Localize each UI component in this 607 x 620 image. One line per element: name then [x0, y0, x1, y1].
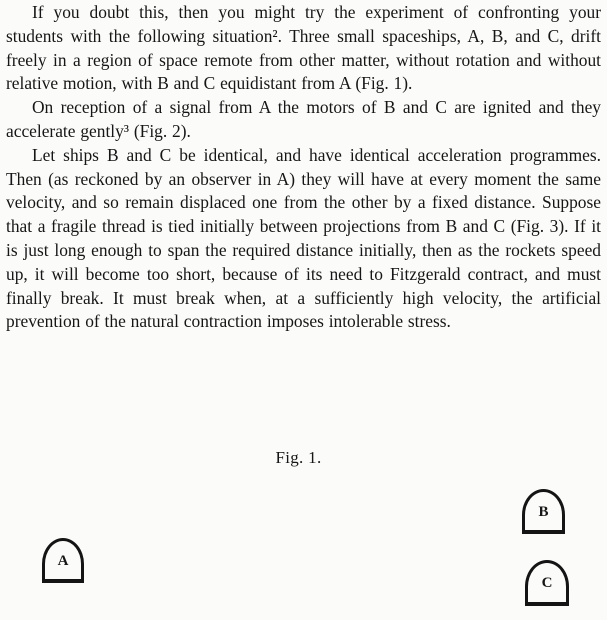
paragraph-thread-argument: Let ships B and C be identical, and have identical acceleration programmes. Then (as reckoned by an observer in A) they will have at every moment the same velocity, and so remain displaced one from the other by a fixed distance. Suppose that a fragile thread is tied initially between projections from B and C (Fig. 3). If it is just long enough to span the required distance initially, then as the rockets speed up, it will become too short, because of its need to Fitzgerald contract, and must finally break. It must break when, at a sufficiently high velocity, the artificial prevention of the natural contraction imposes intolerable stress.	[6, 144, 601, 332]
spaceship-c	[525, 560, 569, 606]
spaceship-a-label: A	[57, 552, 69, 569]
paragraph-spaceship-setup: If you doubt this, then you might try the experiment of confronting your students with the following situation². Three small spaceships, A, B, and C, drift freely in a region of space remote from other matter, without rotation and without relative motion, with B and C equidistant from A (Fig. 1).	[6, 2, 601, 94]
spaceship-b-label: B	[538, 503, 549, 520]
paragraph-signal-ignition: On reception of a signal from A the motors of B and C are ignited and they accelerate gently³ (Fig. 2).	[6, 97, 601, 141]
body-text	[6, 1, 601, 334]
figure-caption: Fig. 1.	[275, 448, 322, 467]
spaceship-b	[522, 489, 565, 534]
spaceship-a	[42, 538, 84, 583]
spaceship-c-label: C	[541, 575, 553, 591]
